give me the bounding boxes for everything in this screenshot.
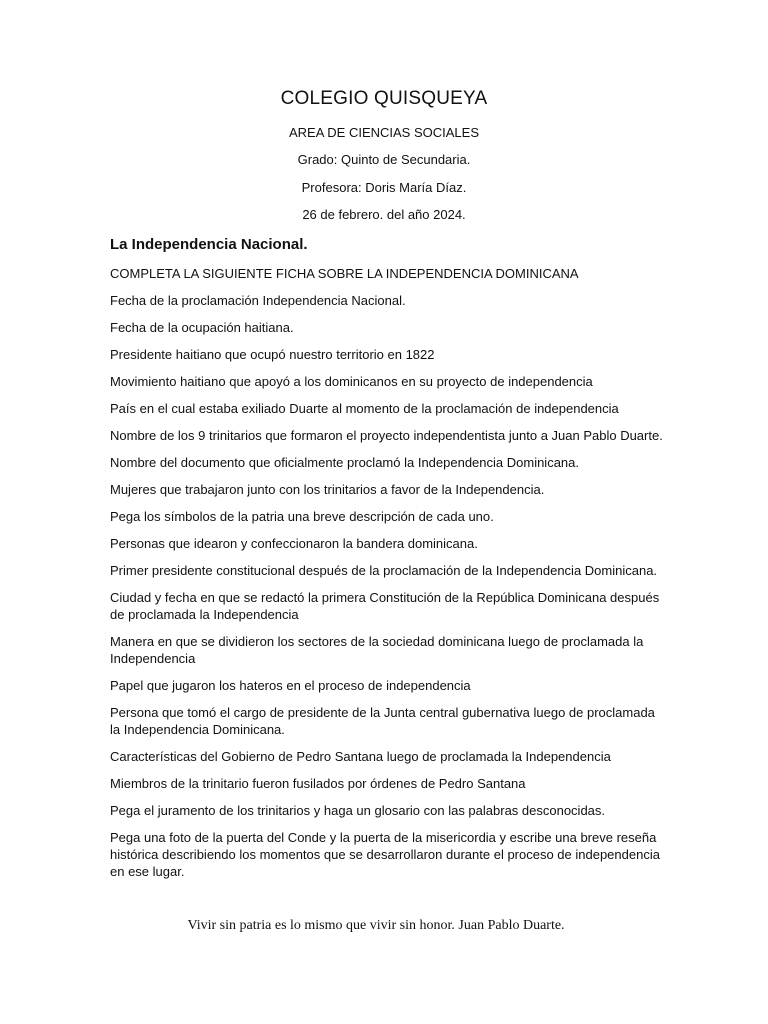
date-line: 26 de febrero. del año 2024.: [302, 207, 466, 222]
school-name: COLEGIO QUISQUEYA: [280, 88, 488, 109]
question-item: Características del Gobierno de Pedro Santana luego de proclamada la Independencia: [110, 749, 611, 764]
question-item: Presidente haitiano que ocupó nuestro territorio en 1822: [110, 347, 435, 362]
teacher-line: Profesora: Doris María Díaz.: [301, 180, 467, 195]
question-item: Pega los símbolos de la patria una breve descripción de cada uno.: [110, 509, 494, 524]
question-list: [110, 292, 665, 880]
question-item: Persona que tomó el cargo de presidente de la Junta central gubernativa luego de proclamada la Independencia Dominicana.: [110, 705, 655, 737]
question-item: Miembros de la trinitario fueron fusilados por órdenes de Pedro Santana: [110, 776, 526, 791]
question-item: Pega una foto de la puerta del Conde y la puerta de la misericordia y escribe una breve reseña histórica describiendo los momentos que se desarrollaron durante el proceso de independencia en ese lugar.: [110, 830, 660, 879]
footer-quote: Vivir sin patria es lo mismo que vivir sin honor. Juan Pablo Duarte.: [187, 918, 565, 933]
document-body: [110, 235, 665, 890]
grade-line: Grado: Quinto de Secundaria.: [297, 152, 471, 167]
question-item: Mujeres que trabajaron junto con los trinitarios a favor de la Independencia.: [110, 482, 545, 497]
document-title: La Independencia Nacional.: [110, 236, 308, 253]
question-item: Movimiento haitiano que apoyó a los dominicanos en su proyecto de independencia: [110, 374, 593, 389]
question-item: Primer presidente constitucional después de la proclamación de la Independencia Dominicana.: [110, 563, 658, 578]
question-item: Pega el juramento de los trinitarios y haga un glosario con las palabras desconocidas.: [110, 803, 606, 818]
question-item: Fecha de la ocupación haitiana.: [110, 320, 294, 335]
instruction-text: COMPLETA LA SIGUIENTE FICHA SOBRE LA INDEPENDENCIA DOMINICANA: [110, 266, 579, 281]
question-item: País en el cual estaba exiliado Duarte al momento de la proclamación de independencia: [110, 401, 619, 416]
subject-area: AREA DE CIENCIAS SOCIALES: [288, 125, 479, 140]
question-item: Fecha de la proclamación Independencia Nacional.: [110, 293, 406, 308]
question-item: Nombre del documento que oficialmente proclamó la Independencia Dominicana.: [110, 455, 579, 470]
question-item: Personas que idearon y confeccionaron la bandera dominicana.: [110, 536, 478, 551]
question-item: Nombre de los 9 trinitarios que formaron el proyecto independentista junto a Juan Pablo Duarte.: [110, 428, 663, 443]
question-item: Papel que jugaron los hateros en el proceso de independencia: [110, 678, 471, 693]
question-item: Manera en que se dividieron los sectores de la sociedad dominicana luego de proclamada la Independencia: [110, 634, 644, 666]
question-item: Ciudad y fecha en que se redactó la primera Constitución de la República Dominicana después de proclamada la Independencia: [110, 590, 660, 622]
